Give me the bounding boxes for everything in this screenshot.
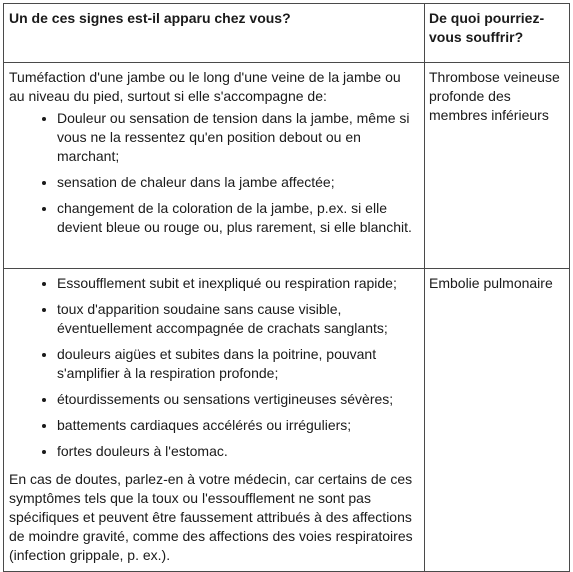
- header-condition: De quoi pourriez-vous souffrir?: [425, 4, 570, 63]
- condition-cell: Embolie pulmonaire: [425, 269, 570, 572]
- table-row: [4, 63, 570, 269]
- table-row: [4, 269, 570, 572]
- list-item: • Essoufflement subit et inexpliqué ou respiration rapide;: [57, 274, 420, 293]
- symptoms-cell: [4, 63, 425, 269]
- list-item: • battements cardiaques accélérés ou irréguliers;: [57, 416, 420, 435]
- list-item: • toux d'apparition soudaine sans cause visible, éventuellement accompagnée de crachats sanglants;: [57, 300, 420, 338]
- symptoms-list: [9, 274, 420, 461]
- table-header-row: [4, 4, 570, 63]
- list-item: • étourdissements ou sensations vertigineuses sévères;: [57, 390, 420, 409]
- symptoms-intro: Tuméfaction d'une jambe ou le long d'une veine de la jambe ou au niveau du pied, surtout si elle s'accompagne de:: [9, 69, 401, 104]
- list-item: • douleurs aigües et subites dans la poitrine, pouvant s'amplifier à la respiration profonde;: [57, 345, 420, 383]
- list-item: • changement de la coloration de la jambe, p.ex. si elle devient bleue ou rouge ou, plus rarement, si elle blanchit.: [57, 199, 420, 237]
- header-symptoms: Un de ces signes est-il apparu chez vous?: [4, 4, 425, 63]
- condition-cell: Thrombose veineuse profonde des membres inférieurs: [425, 63, 570, 269]
- list-item: • sensation de chaleur dans la jambe affectée;: [57, 173, 420, 192]
- list-item: • Douleur ou sensation de tension dans la jambe, même si vous ne la ressentez qu'en position debout ou en marchant;: [57, 109, 420, 166]
- doctor-advice-note: En cas de doutes, parlez-en à votre médecin, car certains de ces symptômes tels que la toux ou l'essoufflement ne sont pas spécifiques et peuvent être faussement attribués à des affections de moindre gravité, comme des affections des voies respiratoires (infection grippale, p. ex.).: [9, 471, 413, 563]
- symptoms-cell: [4, 269, 425, 572]
- symptoms-table: [3, 3, 570, 572]
- list-item: • fortes douleurs à l'estomac.: [57, 442, 420, 461]
- symptoms-list: [9, 109, 420, 237]
